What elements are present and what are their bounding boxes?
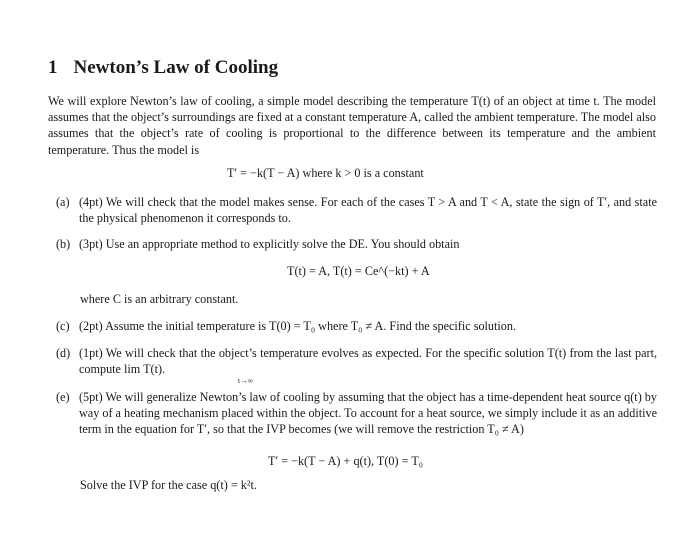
part-a-label: (a) bbox=[56, 195, 70, 209]
part-d-label: (d) bbox=[56, 346, 71, 360]
part-b-text: (3pt) Use an appropriate method to explicitly solve the DE. You should obtain bbox=[79, 237, 460, 251]
part-e bbox=[48, 389, 658, 455]
part-e-label: (e) bbox=[56, 390, 70, 404]
model-equation: T′ = −k(T − A) where k > 0 is a constant bbox=[227, 166, 424, 180]
part-d-text: (1pt) We will check that the object’s temperature evolves as expected. For the specific solution T(t) from the last part, compute lim T(t). bbox=[79, 346, 657, 376]
part-c bbox=[48, 318, 658, 336]
part-a-text: (4pt) We will check that the model makes sense. For each of the cases T > A and T < A, state the sign of T′, and state the physical phenomenon it corresponds to. bbox=[79, 195, 657, 225]
final-instruction: Solve the IVP for the case q(t) = k²t. bbox=[80, 478, 257, 492]
solution-equation: T(t) = A, T(t) = Ce^(−kt) + A bbox=[287, 264, 430, 278]
part-d bbox=[48, 345, 658, 381]
ivp-equation: T′ = −k(T − A) + q(t), T(0) = T₀ bbox=[268, 454, 424, 468]
part-e-text: (5pt) We will generalize Newton’s law of cooling by assuming that the object has a time-dependent heat source q(t) by way of a heating mechanism placed within the object. To account for a heat source, we simply include it as an additive term in the equation for T′, so that the IVP becomes (we will remove the restriction T₀ ≠ A) bbox=[79, 390, 657, 436]
part-b-label: (b) bbox=[56, 237, 71, 251]
part-c-text: (2pt) Assume the initial temperature is T(0) = T₀ where T₀ ≠ A. Find the specific solution. bbox=[79, 319, 517, 333]
intro-paragraph: We will explore Newton’s law of cooling, a simple model describing the temperature T(t) of an object at time t. The model assumes that the object’s surroundings are fixed at a constant temperature A, called the ambient temperature. The model also assumes that the object’s rate of cooling is proportional to the difference between its temperature and the ambient temperature. Thus the model is bbox=[48, 94, 656, 157]
part-c-label: (c) bbox=[56, 319, 70, 333]
part-a bbox=[48, 194, 658, 228]
part-b bbox=[48, 236, 658, 254]
where-text: where C is an arbitrary constant. bbox=[80, 292, 239, 306]
limit-subscript: t→∞ bbox=[238, 376, 253, 385]
section-title: Newton’s Law of Cooling bbox=[73, 57, 279, 78]
section-number: 1 bbox=[48, 57, 58, 78]
section-heading bbox=[48, 57, 278, 79]
